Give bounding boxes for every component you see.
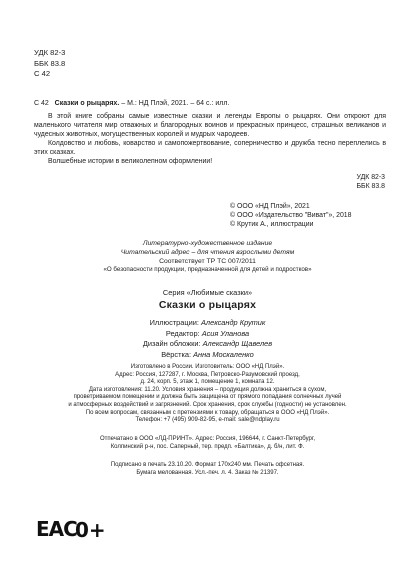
credit-line <box>0 350 415 361</box>
printing-line: Колпинский р-н, пос. Саперный, тер. предп. «Балтика», д. б/н, лит. Ф. <box>110 443 305 450</box>
classification-right <box>357 173 385 191</box>
print-specs-block <box>0 462 415 477</box>
copyright-line: © Крутик А., иллюстрации <box>230 221 314 228</box>
bbk-code: ББК 83.8 <box>34 58 66 68</box>
tr-ts-compliance: Соответствует ТР ТС 007/2011 <box>159 257 256 265</box>
printing-line: Отпечатано в ООО «ЛД-ПРИНТ». Адрес: Россия, 196644, г. Санкт-Петербург, <box>99 436 315 442</box>
imprint-line: Адрес: Россия, 127287, г. Москва, Петровско-Разумовский проезд, <box>115 371 300 378</box>
credit-label: Редактор: <box>165 328 202 338</box>
edition-type: Литературно-художественное издание <box>142 240 273 247</box>
imprint-block <box>0 364 415 425</box>
credit-label: Дизайн обложки: <box>142 339 203 348</box>
age-rating-badge: 0+ <box>75 518 106 542</box>
imprint-line: Дата изготовления: 11.20. Условия хранения – продукция должна храниться в сухом, <box>88 386 327 393</box>
credit-line <box>0 329 415 340</box>
print-spec-line: Бумага мелованная. Усл.-печ. л. 4. Заказ № 21397. <box>136 469 279 476</box>
udk-code-right: УДК 82-3 <box>356 174 385 181</box>
annotation <box>34 113 386 166</box>
reader-address: Читательский адрес – для чтения взрослыми детям <box>120 248 295 256</box>
biblio-title: Сказки о рыцарях. <box>54 100 120 107</box>
imprint-line: Телефон: +7 (495) 909-82-95, e-mail: sale@ndplay.ru <box>135 417 280 424</box>
credit-value: Анна Москаленко <box>193 349 254 359</box>
imprint-line: По всем вопросам, связанным с претензиями к товару, обращаться в ООО «НД Плэй». <box>85 409 330 416</box>
credit-value: Александр Крутик <box>200 318 266 327</box>
credit-value: Асия Уланова <box>201 328 250 338</box>
credit-line <box>0 318 415 329</box>
udk-code: УДК 82-3 <box>34 48 66 57</box>
copyright-line: © ООО «Издательство "Виват"», 2018 <box>230 212 352 219</box>
annotation-paragraph: Волшебные истории в великолепном оформлении! <box>48 157 213 165</box>
author-sign: С 42 <box>34 69 51 78</box>
eac-mark-icon: EAC <box>36 517 77 541</box>
classification-block <box>34 48 65 80</box>
series-name: Серия «Любимые сказки» <box>162 288 253 297</box>
tr-ts-title: «О безопасности продукции, предназначенной для детей и подростков» <box>103 266 312 274</box>
print-spec-line: Подписано в печать 23.10.20. Формат 170х240 мм. Печать офсетная. <box>110 462 305 468</box>
imprint-line: д. 24, корп. 5, этаж 1, помещение 1, комната 12. <box>140 379 275 386</box>
imprint-line: Изготовлено в России. Изготовитель: ООО «НД Плэй». <box>130 364 285 370</box>
bibliographic-record <box>34 100 384 107</box>
imprint-line: и атмосферных воздействий и загрязнений. Срок хранения, срок службы (годности) не установлен. <box>68 401 347 408</box>
credit-line <box>0 339 415 350</box>
edition-info <box>0 240 415 275</box>
biblio-code: С 42 <box>34 100 49 107</box>
printing-block <box>0 436 415 451</box>
imprint-line: проветриваемом помещении и должна быть защищена от прямого попадания солнечных лучей <box>73 394 342 401</box>
credit-label: Вёрстка: <box>161 349 194 359</box>
bbk-code-right: ББК 83.8 <box>356 183 385 190</box>
credit-label: Иллюстрации: <box>149 318 201 327</box>
annotation-paragraph: В этой книге собраны самые известные сказки и легенды Европы о рыцарях. Они откроют для маленького читателя мир отважных и благородных воинов и прекрасных принцесс, страшных великанов и чудесных животных, могущественных королей и мудрых чародеев. <box>34 113 386 138</box>
copyright-block <box>230 202 351 229</box>
book-title: Сказки о рыцарях <box>158 299 257 311</box>
copyright-line: © ООО «НД Плэй», 2021 <box>230 203 310 210</box>
annotation-paragraph: Колдовство и любовь, коварство и самопожертвование, соперничество и дружба тесно переплелись в этих сказках. <box>34 139 386 156</box>
credit-value: Александр Щавелев <box>202 339 273 348</box>
credits-block <box>0 318 415 360</box>
biblio-rest: – М.: НД Плэй, 2021. – 64 с.: илл. <box>121 100 230 107</box>
